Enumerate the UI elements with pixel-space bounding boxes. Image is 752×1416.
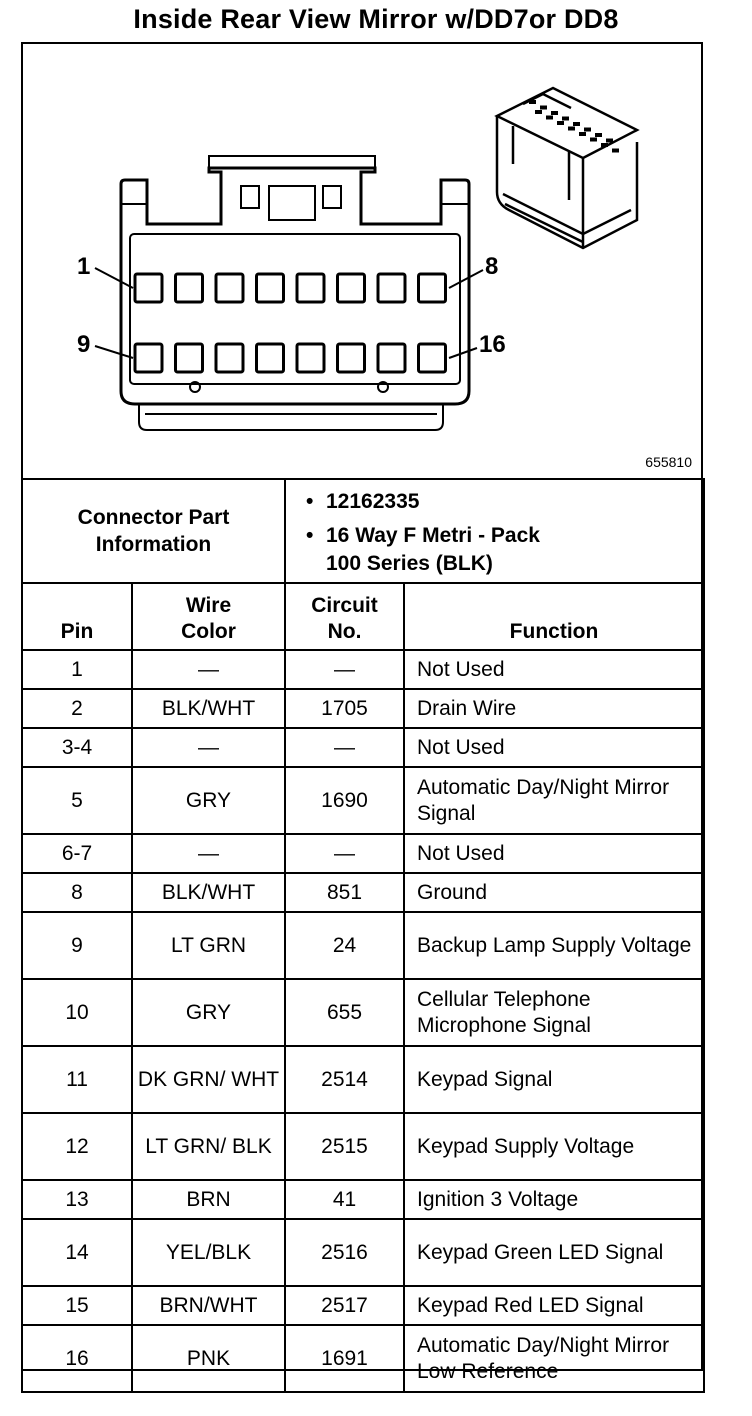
pin-cell: 11 [22, 1046, 132, 1113]
circuit-cell: 2517 [285, 1286, 404, 1325]
connector-info-label-line1: Connector Part [77, 506, 230, 529]
iso-pin-slot [562, 117, 569, 121]
table-row [22, 1219, 704, 1286]
iso-pin-slot [529, 100, 536, 104]
wire-color-cell: PNK [132, 1325, 285, 1392]
function-cell: Keypad Supply Voltage [404, 1113, 704, 1180]
table-row [22, 767, 704, 834]
pin-cavity [297, 344, 324, 372]
right-ear [441, 184, 469, 204]
wire-color-cell: LT GRN [132, 912, 285, 979]
wire-color-cell: BRN [132, 1180, 285, 1219]
pin-cavity [135, 344, 162, 372]
iso-pin-slot [568, 127, 575, 131]
connector-info-label [22, 479, 285, 583]
latch-right-slot [323, 186, 341, 208]
pin-cell: 14 [22, 1219, 132, 1286]
pin-cavity [378, 274, 405, 302]
connector-type [326, 522, 703, 578]
header-wire-color: Wire Color [132, 583, 285, 650]
function-cell: Not Used [404, 728, 704, 767]
svg-text:9: 9 [77, 331, 91, 358]
function-cell: Cellular Telephone Microphone Signal [404, 979, 704, 1046]
function-cell: Drain Wire [404, 689, 704, 728]
wire-color-cell: DK GRN/ WHT [132, 1046, 285, 1113]
pin-cell: 10 [22, 979, 132, 1046]
table-row [22, 728, 704, 767]
connector-info-values [285, 479, 704, 583]
connector-info-label-line2: Information [95, 533, 212, 556]
function-cell: Not Used [404, 834, 704, 873]
table-row [22, 1113, 704, 1180]
table-row [22, 873, 704, 912]
connector-inner-face [130, 234, 460, 384]
pin-cell: 16 [22, 1325, 132, 1392]
iso-pin-slot [546, 116, 553, 120]
iso-pin-slot [540, 106, 547, 110]
connector-type-line2: 100 Series (BLK) [326, 552, 493, 575]
connector-body [121, 168, 469, 404]
function-cell: Keypad Red LED Signal [404, 1286, 704, 1325]
pin-cell: 5 [22, 767, 132, 834]
circuit-cell: 24 [285, 912, 404, 979]
table-row [22, 912, 704, 979]
table-row [22, 834, 704, 873]
svg-text:1: 1 [77, 253, 91, 280]
pin-cavities [135, 274, 446, 372]
table-row [22, 1180, 704, 1219]
table-row [22, 650, 704, 689]
function-cell: Not Used [404, 650, 704, 689]
table-row [22, 1286, 704, 1325]
iso-pin-slot [590, 138, 597, 142]
pin-callout-1 [77, 253, 133, 288]
function-cell: Automatic Day/Night Mirror Signal [404, 767, 704, 834]
part-number: • 12162335 [326, 488, 703, 516]
pin-cavity [176, 274, 203, 302]
pin-cavity [176, 344, 203, 372]
pin-cavity [257, 344, 284, 372]
pin-cell: 3-4 [22, 728, 132, 767]
circuit-cell: 2515 [285, 1113, 404, 1180]
table-row [22, 1046, 704, 1113]
pin-cavity [297, 274, 324, 302]
pin-cavity [216, 344, 243, 372]
latch-left-slot [241, 186, 259, 208]
svg-text:8: 8 [485, 253, 499, 280]
pin-callout-8 [449, 253, 498, 288]
iso-base-band-2 [505, 204, 583, 242]
connector-top-latch [209, 156, 375, 168]
wire-color-cell: GRY [132, 979, 285, 1046]
wire-color-cell: LT GRN/ BLK [132, 1113, 285, 1180]
latch-center-block [269, 186, 315, 220]
pin-cell: 15 [22, 1286, 132, 1325]
circuit-cell: — [285, 650, 404, 689]
wire-color-cell: BRN/WHT [132, 1286, 285, 1325]
pin-cell: 8 [22, 873, 132, 912]
circuit-cell: 851 [285, 873, 404, 912]
iso-pin-slot [579, 132, 586, 136]
pin-cell: 1 [22, 650, 132, 689]
wire-color-cell: — [132, 728, 285, 767]
iso-pin-slot [584, 128, 591, 132]
pin-cavity [378, 344, 405, 372]
figure-id: 655810 [645, 454, 692, 470]
wire-color-cell: GRY [132, 767, 285, 834]
iso-pin-slot [535, 110, 542, 114]
function-cell: Backup Lamp Supply Voltage [404, 912, 704, 979]
wire-color-cell: — [132, 834, 285, 873]
connector-face-view [121, 156, 469, 430]
function-cell: Keypad Green LED Signal [404, 1219, 704, 1286]
circuit-cell: 655 [285, 979, 404, 1046]
header-function: Function [404, 583, 704, 650]
pin-cavity [216, 274, 243, 302]
circuit-cell: 2516 [285, 1219, 404, 1286]
wire-color-cell: YEL/BLK [132, 1219, 285, 1286]
circuit-cell: — [285, 728, 404, 767]
iso-pin-slot [557, 121, 564, 125]
connector-isometric-view [497, 88, 637, 248]
iso-pin-slot [612, 149, 619, 153]
connector-diagram [23, 44, 701, 478]
function-cell: Keypad Signal [404, 1046, 704, 1113]
connector-info-table [21, 478, 705, 584]
header-pin: Pin [22, 583, 132, 650]
circuit-cell: 2514 [285, 1046, 404, 1113]
pin-cavity [338, 274, 365, 302]
iso-pin-slot [601, 143, 608, 147]
pin-cavity [419, 274, 446, 302]
table-row [22, 689, 704, 728]
pin-cavity [135, 274, 162, 302]
connector-bottom-lip [139, 404, 443, 430]
iso-pin-slot [606, 139, 613, 143]
header-circuit-no: Circuit No. [285, 583, 404, 650]
pin-callout-16 [449, 331, 506, 358]
function-cell: Ground [404, 873, 704, 912]
circuit-cell: 1705 [285, 689, 404, 728]
wire-color-cell: BLK/WHT [132, 873, 285, 912]
pin-cavity [419, 344, 446, 372]
function-cell: Automatic Day/Night Mirror Low Reference [404, 1325, 704, 1392]
iso-pin-slot [573, 122, 580, 126]
pin-cell: 12 [22, 1113, 132, 1180]
wire-color-cell: — [132, 650, 285, 689]
circuit-cell: 41 [285, 1180, 404, 1219]
iso-top-face [497, 88, 637, 158]
svg-text:16: 16 [479, 331, 506, 358]
function-cell: Ignition 3 Voltage [404, 1180, 704, 1219]
connector-type-line1: 16 Way F Metri - Pack [326, 524, 540, 547]
pin-cell: 9 [22, 912, 132, 979]
table-row [22, 979, 704, 1046]
table-row [22, 1325, 704, 1392]
pin-cell: 6-7 [22, 834, 132, 873]
circuit-cell: 1691 [285, 1325, 404, 1392]
circuit-cell: 1690 [285, 767, 404, 834]
pin-table [21, 582, 705, 1393]
iso-pin-slot [551, 111, 558, 115]
pin-cavity [338, 344, 365, 372]
page-title: Inside Rear View Mirror w/DD7or DD8 [133, 4, 619, 34]
circuit-cell: — [285, 834, 404, 873]
pin-cell: 2 [22, 689, 132, 728]
pin-callout-9 [77, 331, 133, 358]
iso-base-band [503, 194, 631, 234]
iso-pin-slot [595, 133, 602, 137]
pin-cell: 13 [22, 1180, 132, 1219]
pin-cavity [257, 274, 284, 302]
left-ear [121, 184, 147, 204]
wire-color-cell: BLK/WHT [132, 689, 285, 728]
pin-table-header [22, 583, 704, 650]
